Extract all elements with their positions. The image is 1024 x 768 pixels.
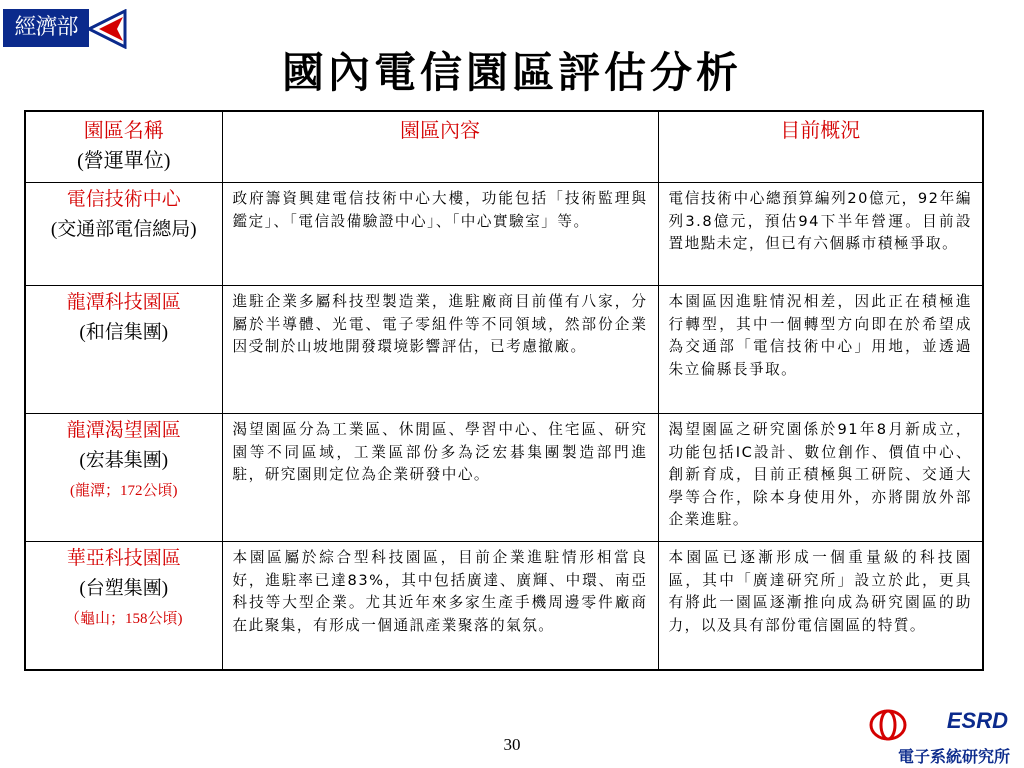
park-operator: (交通部電信總局) [50, 219, 197, 240]
park-status-cell: 本園區已逐漸形成一個重量級的科技園區，其中「廣達研究所」設立於此，更具有將此一園區逐漸推向成為研究園區的助力，以及具有部份電信園區的特質。 [658, 542, 983, 671]
esrd-logo-icon [868, 708, 908, 742]
park-content-cell: 渴望園區分為工業區、休閒區、學習中心、住宅區、研究園等不同區域，工業區部份多為泛宏碁集團製造部門進駐，研究園則定位為企業研發中心。 [222, 414, 658, 542]
column-header-status: 目前概況 [658, 111, 983, 183]
column-header-content: 園區內容 [222, 111, 658, 183]
park-operator: (宏碁集團) [79, 450, 169, 471]
park-name: 龍潭科技園區 [66, 292, 181, 313]
park-name: 龍潭渴望園區 [66, 420, 181, 441]
esrd-org-name: 電子系統研究所 [897, 747, 1010, 766]
esrd-wordmark: ESRD [946, 708, 1008, 733]
ministry-logo-label: 經濟部 [3, 9, 89, 47]
park-location-note: （龜山；158公頃) [65, 611, 183, 627]
park-location-note: (龍潭；172公頃) [70, 483, 178, 499]
park-name-cell [25, 183, 222, 286]
table-row [25, 286, 983, 414]
table-row [25, 414, 983, 542]
column-header-park-name-label: 園區名稱 [83, 120, 164, 142]
park-name-cell [25, 542, 222, 671]
park-status-cell: 電信技術中心總預算編列20億元，92年編列3.8億元，預估94下半年營運。目前設置地點未定，但已有六個縣市積極爭取。 [658, 183, 983, 286]
park-status-cell: 本園區因進駐情況相差，因此正在積極進行轉型，其中一個轉型方向即在於希望成為交通部「電信技術中心」用地，並透過朱立倫縣長爭取。 [658, 286, 983, 414]
park-content-cell: 進駐企業多屬科技型製造業，進駐廠商目前僅有八家，分屬於半導體、光電、電子零組件等不同領域，然部份企業因受制於山坡地開發環境影響評估，已考慮撤廠。 [222, 286, 658, 414]
table-row [25, 542, 983, 671]
table-header-row [25, 111, 983, 183]
park-content-cell: 本園區屬於綜合型科技園區，目前企業進駐情形相當良好，進駐率已達83%，其中包括廣達、廣輝、中環、南亞科技等大型企業。尤其近年來多家生產手機周邊零件廠商在此聚集，有形成一個通訊產業聚落的氣氛。 [222, 542, 658, 671]
column-header-park-name [25, 111, 222, 183]
park-operator: (和信集團) [79, 322, 169, 343]
page-number: 30 [503, 735, 521, 754]
park-name-cell [25, 414, 222, 542]
park-name-cell [25, 286, 222, 414]
park-status-cell: 渴望園區之研究園係於91年8月新成立，功能包括IC設計、數位創作、價值中心、創新育成，目前正積極與工研院、交通大學等合作，除本身使用外，亦將開放外部企業進駐。 [658, 414, 983, 542]
park-name: 電信技術中心 [66, 189, 181, 210]
park-content-cell: 政府籌資興建電信技術中心大樓，功能包括「技術監理與鑑定」、「電信設備驗證中心」、「中心實驗室」等。 [222, 183, 658, 286]
table-row [25, 183, 983, 286]
park-evaluation-table [24, 110, 984, 671]
column-header-operator-label: (營運單位) [77, 150, 171, 172]
page-title: 國內電信園區評估分析 [281, 48, 742, 97]
park-name: 華亞科技園區 [66, 548, 181, 569]
park-operator: (台塑集團) [79, 578, 169, 599]
